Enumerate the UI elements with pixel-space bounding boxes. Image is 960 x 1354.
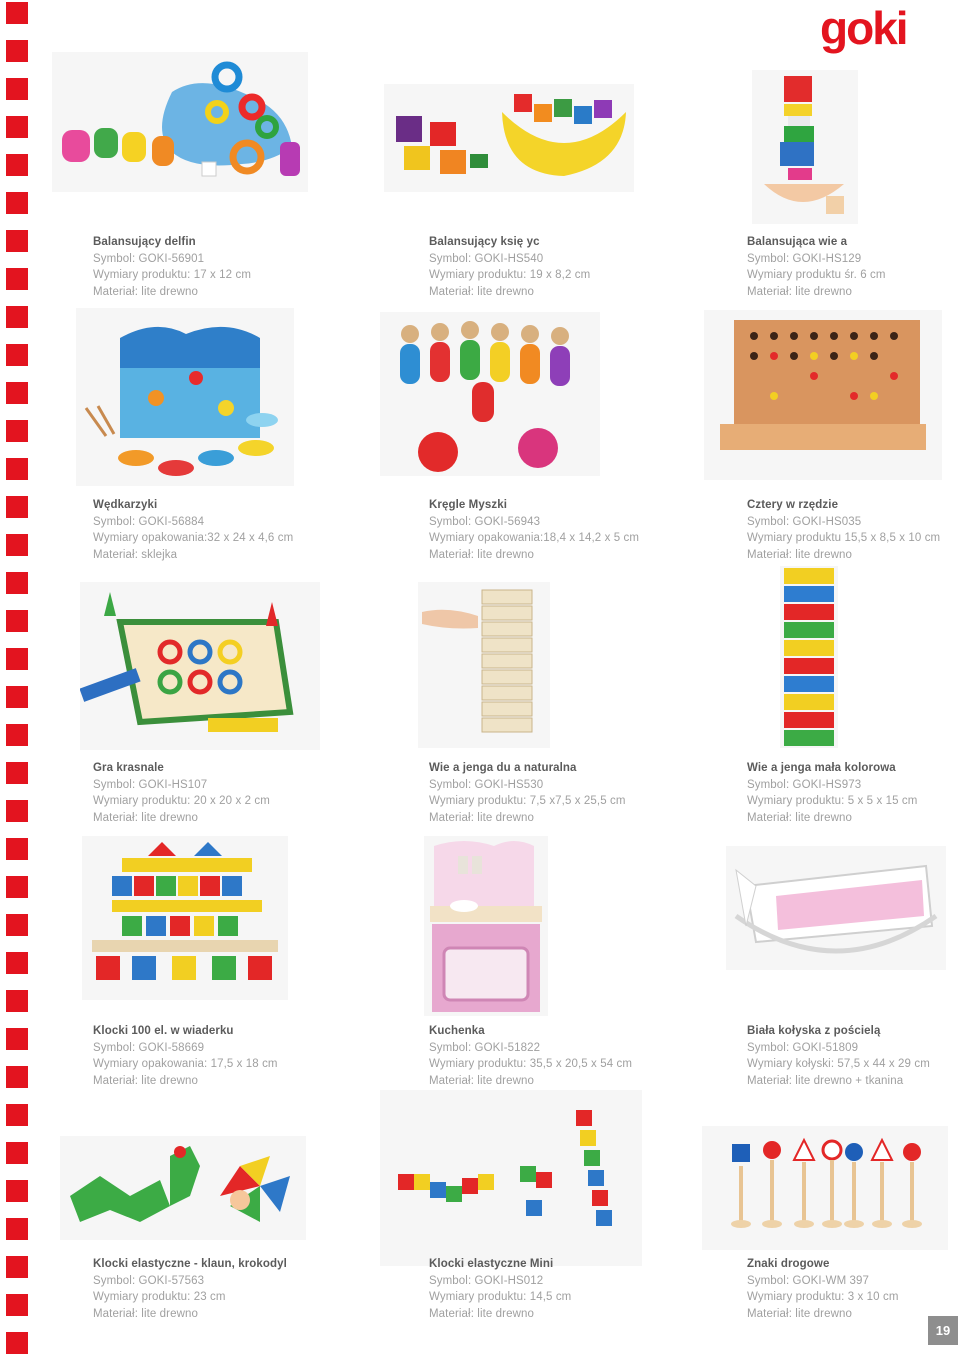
product-title: Balansujący księ yc [429,236,540,248]
red-square [6,78,28,100]
product-card [93,234,251,300]
product-title: Kuchenka [429,1025,485,1037]
red-square [6,686,28,708]
red-square [6,648,28,670]
product-card [93,1256,287,1322]
product-card [429,760,626,826]
product-material: Materiał: lite drewno [747,811,853,824]
red-square [6,344,28,366]
product-dimensions: Wymiary produktu: 35,5 x 20,5 x 54 cm [429,1058,633,1070]
product-material: Materiał: lite drewno [93,1074,199,1087]
red-square [6,838,28,860]
red-square [6,40,28,62]
product-card [93,1023,278,1089]
product-dimensions: Wymiary produktu 15,5 x 8,5 x 10 cm [747,532,941,544]
product-symbol: Symbol: GOKI-HS035 [747,515,862,528]
red-square [6,154,28,176]
product-card [747,497,940,563]
product-title: Gra krasnale [93,762,164,774]
product-symbol: Symbol: GOKI-HS973 [747,778,862,791]
product-card [747,760,917,826]
product-material: Materiał: lite drewno [429,1074,535,1087]
red-square [6,1142,28,1164]
product-title: Klocki 100 el. w wiaderku [93,1025,234,1037]
red-square [6,458,28,480]
product-image-balancing-dolphin [52,52,308,192]
product-symbol: Symbol: GOKI-56943 [429,515,541,528]
product-image-road-signs [702,1126,948,1250]
red-square [6,1180,28,1202]
product-material: Materiał: lite drewno + tkanina [747,1074,904,1087]
product-symbol: Symbol: GOKI-58669 [93,1041,205,1054]
red-square [6,762,28,784]
red-square [6,268,28,290]
product-card [429,234,590,300]
product-card [747,1023,930,1089]
product-title: Klocki elastyczne - klaun, krokodyl [93,1258,287,1270]
product-dimensions: Wymiary produktu: 23 cm [93,1291,226,1303]
red-square [6,534,28,556]
product-image-flexible-mini [380,1090,642,1266]
product-material: Materiał: lite drewno [429,1307,535,1320]
product-image-fishing-game [76,308,294,486]
product-dimensions: Wymiary opakowania:18,4 x 14,2 x 5 cm [429,532,640,544]
product-card [747,234,886,300]
product-card [429,497,639,563]
product-material: Materiał: lite drewno [429,548,535,561]
product-dimensions: Wymiary produktu: 5 x 5 x 15 cm [747,795,918,807]
product-symbol: Symbol: GOKI-HS530 [429,778,544,791]
product-symbol: Symbol: GOKI-HS540 [429,252,544,265]
product-image-block-bucket [82,836,288,1000]
product-dimensions: Wymiary produktu: 7,5 x7,5 x 25,5 cm [429,795,626,807]
red-square [6,1294,28,1316]
product-image-gnome-game [80,582,320,750]
red-square [6,914,28,936]
product-dimensions: Wymiary produktu: 20 x 20 x 2 cm [93,795,270,807]
red-square [6,2,28,24]
product-image-balancing-tower [752,70,858,224]
product-symbol: Symbol: GOKI-HS107 [93,778,208,791]
product-dimensions: Wymiary kołyski: 57,5 x 44 x 29 cm [747,1058,930,1070]
product-card [93,760,270,826]
red-square [6,572,28,594]
red-square [6,230,28,252]
product-card [93,497,293,563]
product-material: Materiał: lite drewno [93,285,199,298]
red-square [6,306,28,328]
red-square [6,1332,28,1354]
red-square [6,116,28,138]
product-image-four-in-a-row [704,310,942,480]
product-material: Materiał: lite drewno [747,1307,853,1320]
product-symbol: Symbol: GOKI-56884 [93,515,205,528]
product-dimensions: Wymiary produktu: 14,5 cm [429,1291,572,1303]
product-symbol: Symbol: GOKI-57563 [93,1274,205,1287]
product-title: Cztery w rzędzie [747,499,839,511]
red-square [6,1218,28,1240]
product-dimensions: Wymiary produktu: 19 x 8,2 cm [429,269,591,281]
red-square [6,496,28,518]
product-image-kitchen [424,836,548,1016]
product-card [747,1256,899,1322]
product-title: Wędkarzyki [93,499,158,511]
red-square [6,382,28,404]
product-dimensions: Wymiary opakowania:32 x 24 x 4,6 cm [93,532,294,544]
product-symbol: Symbol: GOKI-HS012 [429,1274,544,1287]
red-square [6,952,28,974]
product-title: Klocki elastyczne Mini [429,1258,554,1270]
product-image-color-jenga [780,566,838,748]
product-title: Wie a jenga du a naturalna [429,762,577,774]
red-square [6,876,28,898]
product-symbol: Symbol: GOKI-51822 [429,1041,541,1054]
product-material: Materiał: lite drewno [429,285,535,298]
product-symbol: Symbol: GOKI-HS129 [747,252,862,265]
red-square [6,610,28,632]
red-square [6,990,28,1012]
red-square [6,192,28,214]
product-material: Materiał: lite drewno [747,548,853,561]
goki-logo [816,4,928,56]
product-image-white-cradle [726,846,946,970]
page-number: 19 [928,1316,958,1345]
product-title: Wie a jenga mała kolorowa [747,762,896,774]
product-title: Biała kołyska z pościelą [747,1025,881,1037]
product-material: Materiał: sklejka [93,548,178,561]
product-title: Balansująca wie a [747,236,848,248]
product-title: Kręgle Myszki [429,499,507,511]
product-dimensions: Wymiary produktu śr. 6 cm [747,269,886,281]
product-card [429,1023,632,1089]
product-image-mouse-skittles [380,312,600,476]
product-dimensions: Wymiary opakowania: 17,5 x 18 cm [93,1058,278,1070]
red-square [6,1104,28,1126]
product-title: Balansujący delfin [93,236,196,248]
red-square [6,724,28,746]
red-square [6,1028,28,1050]
red-square [6,800,28,822]
product-image-natural-jenga [418,582,550,748]
product-card [429,1256,571,1322]
svg-text:goki: goki [820,4,907,54]
product-material: Materiał: lite drewno [93,1307,199,1320]
product-symbol: Symbol: GOKI-51809 [747,1041,859,1054]
product-dimensions: Wymiary produktu: 3 x 10 cm [747,1291,899,1303]
product-image-flexible-clown-crocodile [60,1136,306,1240]
product-symbol: Symbol: GOKI-WM 397 [747,1274,870,1287]
product-dimensions: Wymiary produktu: 17 x 12 cm [93,269,251,281]
product-title: Znaki drogowe [747,1258,830,1270]
product-material: Materiał: lite drewno [429,811,535,824]
product-image-balancing-moon [384,84,634,192]
red-square [6,420,28,442]
product-material: Materiał: lite drewno [93,811,199,824]
red-square [6,1256,28,1278]
decorative-red-square-strip [0,0,30,1345]
red-square [6,1066,28,1088]
product-symbol: Symbol: GOKI-56901 [93,252,205,265]
product-material: Materiał: lite drewno [747,285,853,298]
